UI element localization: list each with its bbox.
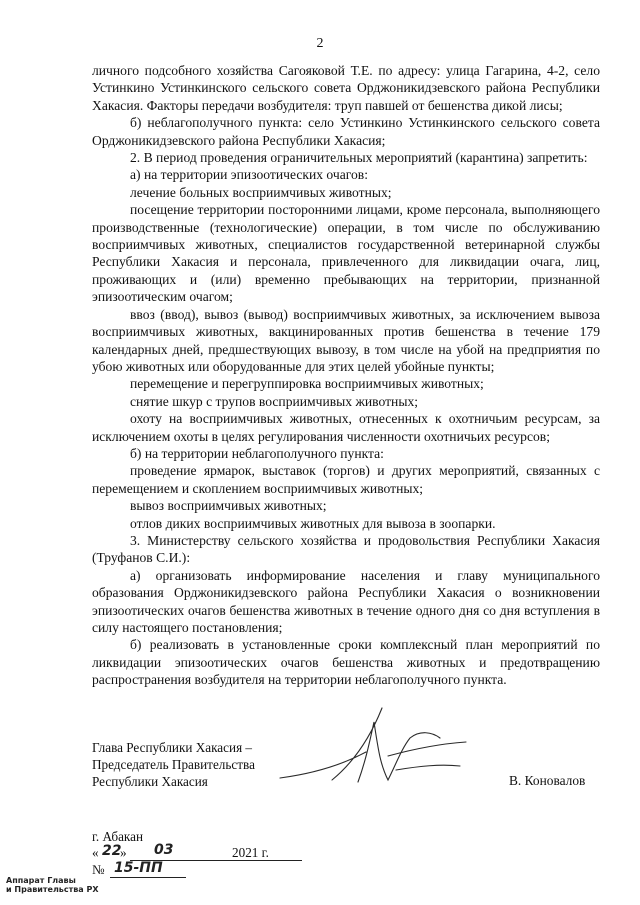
document-body bbox=[92, 62, 600, 689]
office-stamp bbox=[6, 876, 99, 894]
paragraph-2a: а) на территории эпизоотических очагов: bbox=[130, 167, 368, 183]
paragraph-point-b: б) неблагополучного пункта: село Устинкино Устинкинского сельского совета Орджоникидзевского района Республики Хакасия; bbox=[92, 115, 600, 148]
paragraph-visits: посещение территории посторонними лицами, кроме персонала, выполняющего производственные (технологические) операции, в том числе по обслуживанию восприимчивых животных, специалистов государственной ветеринарной службы Республики Хакасия и персонала, привлеченного для ликвидации очага, лиц, проживающих и (или) временно пребывающих на территории, признанной эпизоотическим очагом; bbox=[92, 202, 600, 305]
signatory-title-line1: Глава Республики Хакасия – bbox=[92, 740, 253, 755]
signatory-title-line2: Председатель Правительства bbox=[92, 757, 255, 772]
paragraph-3b: б) реализовать в установленные сроки комплексный план мероприятий по ликвидации эпизоотических очагов бешенства животных и предотвращению распространения возбудителя на территории неблагополучного пункта. bbox=[92, 637, 600, 688]
date-day: 22 bbox=[102, 843, 122, 859]
number-value: 15-ПП bbox=[114, 860, 163, 876]
signatory-title bbox=[92, 739, 255, 790]
signer-name: В. Коновалов bbox=[509, 773, 586, 788]
paragraph-section-3: 3. Министерству сельского хозяйства и продовольствия Республики Хакасия (Труфанов С.И.): bbox=[92, 532, 600, 566]
paragraph-treatment: лечение больных восприимчивых животных; bbox=[130, 184, 392, 200]
paragraph-regrouping: перемещение и перегруппировка восприимчивых животных; bbox=[130, 376, 484, 392]
paragraph-section-2: 2. В период проведения ограничительных мероприятий (карантина) запретить: bbox=[130, 150, 588, 166]
document-number bbox=[92, 862, 212, 880]
paragraph-hunting: охоту на восприимчивых животных, отнесенных к охотничьим ресурсам, за исключением охоты в целях регулирования численности охотничьих ресурсов; bbox=[92, 411, 600, 444]
paragraph-2b: б) на территории неблагополучного пункта: bbox=[130, 445, 384, 461]
number-sign: № bbox=[92, 862, 105, 877]
page-number: 2 bbox=[316, 36, 324, 51]
paragraph-skinning: снятие шкур с трупов восприимчивых животных; bbox=[130, 393, 419, 409]
date-open-quote: « bbox=[92, 845, 99, 860]
paragraph-export: вывоз восприимчивых животных; bbox=[130, 498, 327, 514]
paragraph-3a: а) организовать информирование населения и главу муниципального образования Орджоникидзевского района Республики Хакасия о возникновении эпизоотических очагов бешенства животных в течение одного дня со дня вступления в силу настоящего постановления; bbox=[92, 567, 600, 635]
date-year: 2021 г. bbox=[232, 845, 269, 860]
paragraph-capture: отлов диких восприимчивых животных для вывоза в зоопарки. bbox=[130, 515, 496, 531]
place-of-signing: г. Абакан bbox=[92, 829, 144, 844]
signatory-title-line3: Республики Хакасия bbox=[92, 774, 208, 789]
stamp-line1: Аппарат Главы bbox=[6, 876, 76, 885]
date-month: 03 bbox=[154, 842, 174, 858]
handwritten-signature bbox=[270, 700, 470, 800]
paragraph-fairs: проведение ярмарок, выставок (торгов) и других мероприятий, связанных с перемещением и скоплением восприимчивых животных; bbox=[92, 463, 600, 496]
stamp-line2: и Правительства РХ bbox=[6, 885, 99, 894]
paragraph-address: личного подсобного хозяйства Сагояковой Т.Е. по адресу: улица Гагарина, 4-2, село Устинкино Устинкинского сельского совета Орджоникидзевского района Республики Хакасия. Факторы передачи возбудителя: труп павшей от бешенства дикой лисы; bbox=[92, 63, 600, 113]
paragraph-import-export: ввоз (ввод), вывоз (вывод) восприимчивых животных, за исключением вывоза восприимчивых животных, вакцинированных против бешенства в течение 179 календарных дней, предшествующих вывозу, в том числе на убой на предприятия по убою животных или оборудованные для этих целей убойные пункты; bbox=[92, 306, 600, 374]
date-close-quote: » bbox=[120, 845, 127, 860]
